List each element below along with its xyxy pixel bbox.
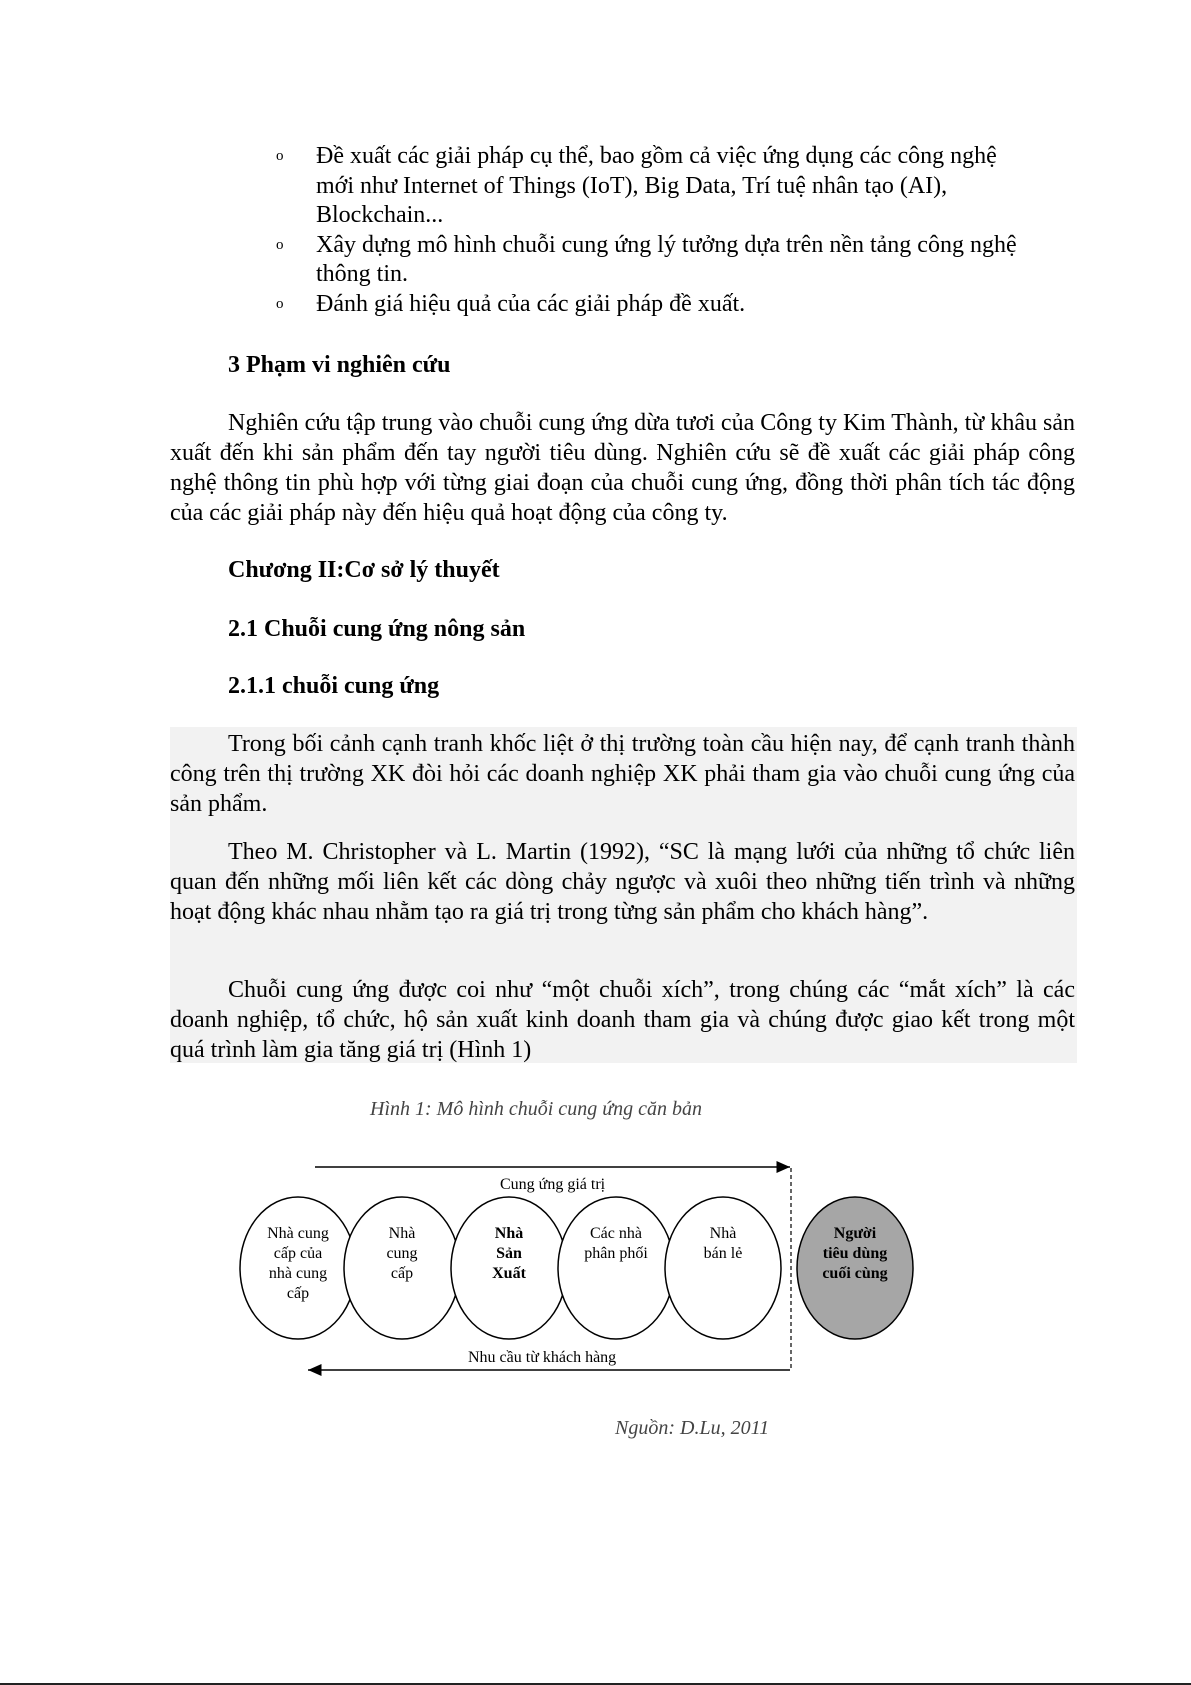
node-label-line: nhà cung — [268, 1265, 328, 1282]
node-label-line: phân phối — [584, 1245, 648, 1262]
node-label-line: Nhà — [709, 1225, 737, 1242]
subsection-2-1-heading: 2.1 Chuỗi cung ứng nông sản — [228, 616, 526, 642]
bullet-marker: o — [276, 148, 284, 164]
node-label-line: bán lẻ — [703, 1245, 743, 1262]
supply-chain-diagram — [230, 1152, 930, 1382]
paragraph-chain-metaphor: Chuỗi cung ứng được coi như “một chuỗi xích”, trong chúng các “mắt xích” là các doanh nghiệp, tổ chức, hộ sản xuất kinh doanh tham gia và chúng được giao kết trong một quá trình làm gia tăng giá trị (Hình 1) — [170, 977, 1075, 1063]
demand-flow-label: Nhu cầu từ khách hàng — [468, 1349, 617, 1366]
bullet-item — [276, 142, 1076, 231]
section-3-heading: 3 Phạm vi nghiên cứu — [228, 352, 451, 378]
bullet-line: thông tin. — [316, 261, 409, 287]
node-label-line: cấp của — [273, 1245, 323, 1262]
paragraph-definition: Theo M. Christopher và L. Martin (1992), “SC là mạng lưới của những tổ chức liên quan đến những mối liên kết các dòng chảy ngược và xuôi theo những tiến trình và những hoạt động khác nhau nhằm tạo ra giá trị trong từng sản phẩm cho khách hàng”. — [170, 839, 1075, 925]
node-label-line: cấp — [286, 1285, 310, 1302]
node-label-line: cấp — [390, 1265, 414, 1282]
section-3-paragraph: Nghiên cứu tập trung vào chuỗi cung ứng dừa tươi của Công ty Kim Thành, từ khâu sản xuất đến khi sản phẩm đến tay người tiêu dùng. Nghiên cứu sẽ đề xuất các giải pháp công nghệ thông tin phù hợp với từng giai đoạn của chuỗi cung ứng, đồng thời phân tích tác động của các giải pháp này đến hiệu quả hoạt động của công ty. — [170, 410, 1075, 526]
paragraph-context: Trong bối cảnh cạnh tranh khốc liệt ở thị trường toàn cầu hiện nay, để cạnh tranh thành công trên thị trường XK đòi hỏi các doanh nghiệp XK phải tham gia vào chuỗi cung ứng của sản phẩm. — [170, 731, 1075, 817]
bullet-line: Blockchain... — [316, 202, 444, 228]
bullet-item — [276, 231, 1076, 290]
bullet-line: mới như Internet of Things (IoT), Big Data, Trí tuệ nhân tạo (AI), — [316, 172, 948, 199]
bullet-line: Xây dựng mô hình chuỗi cung ứng lý tưởng dựa trên nền tảng công nghệ — [316, 231, 1017, 258]
bullet-line: Đánh giá hiệu quả của các giải pháp đề xuất. — [316, 290, 746, 317]
node-label-line: Nhà — [494, 1225, 524, 1242]
node-retailer — [665, 1197, 781, 1339]
objective-bullet-list — [276, 142, 1076, 319]
bullet-line: Đề xuất các giải pháp cụ thể, bao gồm cả việc ứng dụng các công nghệ — [316, 143, 997, 169]
figure-source: Nguồn: D.Lu, 2011 — [615, 1417, 770, 1439]
node-distributor — [558, 1197, 674, 1339]
bullet-marker: o — [276, 236, 284, 253]
node-label-line: Nhà cung — [267, 1225, 329, 1242]
chapter-2-heading: Chương II:Cơ sở lý thuyết — [228, 557, 500, 583]
node-label-line: Sản — [496, 1245, 522, 1262]
bullet-item — [276, 290, 1076, 320]
node-label-line: cuối cùng — [822, 1265, 888, 1282]
node-label-line: Nhà — [388, 1225, 416, 1242]
subsection-2-1-1-heading: 2.1.1 chuỗi cung ứng — [228, 673, 440, 699]
node-label-line: Các nhà — [590, 1225, 642, 1242]
bullet-marker: o — [276, 295, 284, 312]
value-flow-label: Cung ứng giá trị — [500, 1176, 606, 1193]
node-label-line: Xuất — [492, 1265, 526, 1282]
node-label-line: tiêu dùng — [822, 1245, 888, 1262]
node-label-line: Người — [833, 1225, 877, 1242]
node-label-line: cung — [386, 1245, 418, 1262]
figure-caption: Hình 1: Mô hình chuỗi cung ứng căn bản — [370, 1098, 702, 1120]
